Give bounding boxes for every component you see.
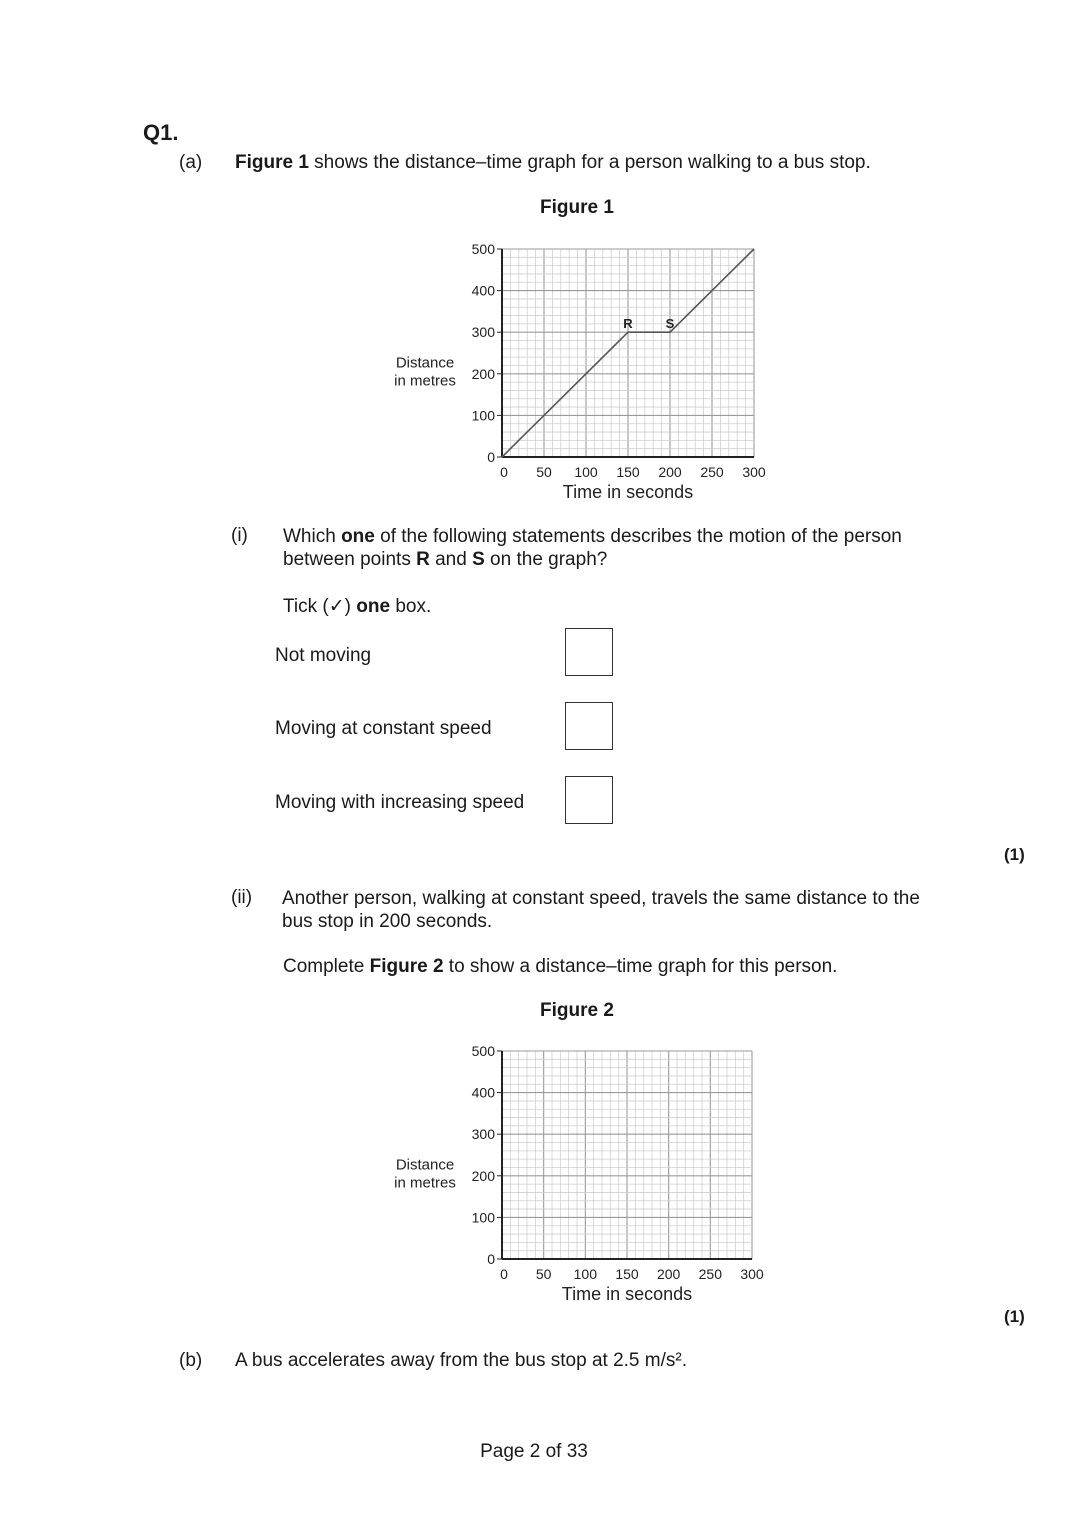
x-tick-label: 0 xyxy=(500,464,508,480)
figure1-ref: Figure 1 xyxy=(235,152,309,173)
option-not-moving-label: Not moving xyxy=(275,645,372,666)
figure2-ref: Figure 2 xyxy=(369,956,444,977)
x-tick-label: 200 xyxy=(658,464,682,480)
sub-i-line1-b: one xyxy=(341,526,375,547)
marks-ii: (1) xyxy=(1004,1307,1025,1326)
y-axis-label-line2: in metres xyxy=(394,372,456,390)
tick-instruction-c: box. xyxy=(390,596,432,617)
x-tick-label: 50 xyxy=(535,1266,552,1282)
sub-ii-line1: Another person, walking at constant speed, travels the same distance to the xyxy=(282,888,920,909)
option-constant-speed-label: Moving at constant speed xyxy=(275,718,492,739)
sub-i-line1-a: Which xyxy=(283,526,342,547)
tick-instruction-a: Tick (✓) xyxy=(283,596,357,617)
y-tick-label: 200 xyxy=(471,365,495,382)
page-number: Page 2 of 33 xyxy=(480,1441,588,1462)
x-tick-label: 100 xyxy=(574,464,598,480)
sub-i-label: (i) xyxy=(231,525,248,546)
option-constant-speed-checkbox[interactable] xyxy=(565,702,613,750)
point-s-ref: S xyxy=(472,549,485,570)
x-tick-label: 150 xyxy=(615,1266,639,1282)
y-tick-label: 100 xyxy=(471,407,495,424)
figure1-chart xyxy=(380,230,800,510)
y-axis-label-line2: in metres xyxy=(394,1174,456,1192)
marks-i: (1) xyxy=(1004,845,1025,864)
sub-i-line2-e: on the graph? xyxy=(484,549,608,570)
sub-i-line1-c: of the following statements describes the motion of the person xyxy=(374,526,902,547)
point-r-ref: R xyxy=(416,549,430,570)
x-tick-label: 300 xyxy=(742,464,766,480)
figure1-title: Figure 1 xyxy=(540,197,614,218)
point-label-s: S xyxy=(665,316,675,332)
part-a-rest: shows the distance–time graph for a person walking to a bus stop. xyxy=(308,152,871,173)
part-b-label: (b) xyxy=(179,1350,203,1371)
y-tick-label: 200 xyxy=(471,1167,495,1184)
x-tick-label: 200 xyxy=(656,1266,681,1282)
sub-i-line2 xyxy=(283,548,607,571)
sub-i-line1 xyxy=(283,525,902,548)
sub-ii-line2: bus stop in 200 seconds. xyxy=(282,911,493,932)
option-not-moving-checkbox[interactable] xyxy=(565,628,613,676)
sub-i-line2-c: and xyxy=(429,549,473,570)
part-a-text xyxy=(235,151,871,174)
x-axis-label: Time in seconds xyxy=(561,1284,693,1304)
sub-ii-label: (ii) xyxy=(231,887,253,908)
y-tick-label: 100 xyxy=(471,1209,495,1226)
y-tick-label: 0 xyxy=(487,1251,495,1267)
x-tick-label: 50 xyxy=(536,464,552,480)
option-increasing-speed-label: Moving with increasing speed xyxy=(275,792,525,813)
part-b-text: A bus accelerates away from the bus stop at 2.5 m/s². xyxy=(235,1350,687,1371)
figure2-title: Figure 2 xyxy=(540,1000,614,1021)
y-tick-label: 0 xyxy=(487,449,495,465)
tick-instruction-b: one xyxy=(356,596,391,617)
x-tick-label: 0 xyxy=(500,1266,508,1282)
complete-c: to show a distance–time graph for this person. xyxy=(443,956,838,977)
x-tick-label: 100 xyxy=(573,1266,598,1282)
option-increasing-speed-checkbox[interactable] xyxy=(565,776,613,824)
point-label-r: R xyxy=(623,316,633,332)
x-tick-label: 150 xyxy=(616,464,640,480)
complete-a: Complete xyxy=(283,956,370,977)
figure2-chart[interactable] xyxy=(380,1032,800,1312)
x-axis-label: Time in seconds xyxy=(562,482,694,502)
y-tick-label: 300 xyxy=(471,324,495,341)
complete-instruction xyxy=(283,955,837,978)
y-tick-label: 400 xyxy=(471,1084,495,1101)
y-tick-label: 500 xyxy=(471,241,495,257)
sub-i-line2-a: between points xyxy=(283,549,417,570)
x-tick-label: 250 xyxy=(698,1266,723,1282)
y-axis-label-line1: Distance xyxy=(395,354,455,372)
y-tick-label: 400 xyxy=(471,282,495,299)
y-axis-label-line1: Distance xyxy=(395,1156,455,1174)
y-tick-label: 300 xyxy=(471,1126,495,1143)
x-tick-label: 300 xyxy=(740,1266,764,1282)
tick-instruction xyxy=(283,595,431,618)
x-tick-label: 250 xyxy=(700,464,724,480)
y-tick-label: 500 xyxy=(471,1043,495,1059)
question-number: Q1. xyxy=(143,120,179,145)
part-a-label: (a) xyxy=(179,152,203,173)
